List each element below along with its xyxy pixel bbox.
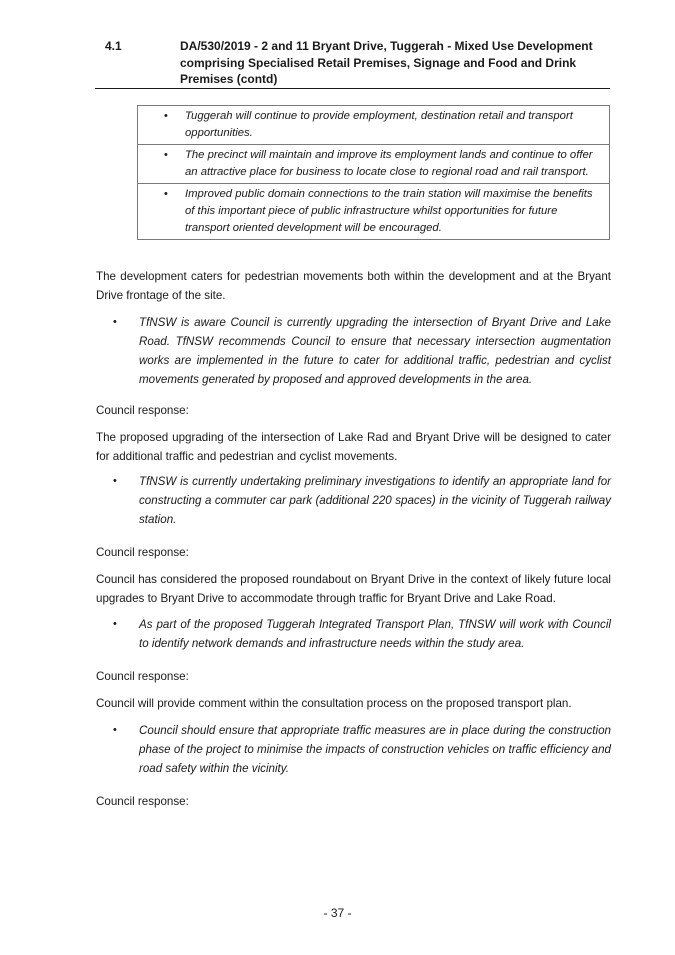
bullet-text: As part of the proposed Tuggerah Integrated Transport Plan, TfNSW will work with Council to identify network demands and infrastructure needs within the study area. bbox=[139, 618, 611, 650]
council-response-text: The proposed upgrading of the intersection of Lake Rad and Bryant Drive will be designed to cater for additional traffic and pedestrian and cyclist movements. bbox=[96, 431, 611, 463]
council-response-text: Council will provide comment within the consultation process on the proposed transport plan. bbox=[96, 697, 572, 710]
item-title: DA/530/2019 - 2 and 11 Bryant Drive, Tuggerah - Mixed Use Development comprising Specialised Retail Premises, Signage and Food and Drink Premises (contd) bbox=[180, 39, 593, 86]
bullet-icon: • bbox=[164, 149, 168, 161]
council-response-text: Council has considered the proposed roundabout on Bryant Drive in the context of likely future local upgrades to Bryant Drive to accommodate through traffic for Bryant Drive and Lake Road. bbox=[96, 573, 611, 605]
page-number: - 37 - bbox=[323, 906, 352, 920]
paragraph: The development caters for pedestrian movements both within the development and at the Bryant Drive frontage of the site. bbox=[96, 270, 611, 302]
bullet-icon: • bbox=[113, 618, 117, 630]
bullet-text: TfNSW is aware Council is currently upgrading the intersection of Bryant Drive and Lake Road. TfNSW recommends Council to ensure that necessary intersection augmentation works are implemented in the future to cater for additional traffic, pedestrian and cyclist movements generated by proposed and approved developments in the area. bbox=[139, 316, 611, 386]
table-row bbox=[138, 145, 609, 184]
table-row-text: The precinct will maintain and improve its employment lands and continue to offer an attractive place for business to locate close to regional road and rail transport. bbox=[185, 149, 593, 178]
bullet-item bbox=[113, 472, 611, 529]
item-number: 4.1 bbox=[105, 39, 122, 53]
council-response-label: Council response: bbox=[96, 795, 189, 808]
council-response-label: Council response: bbox=[96, 670, 189, 683]
table-row-text: Tuggerah will continue to provide employment, destination retail and transport opportunities. bbox=[185, 110, 573, 139]
header-rule bbox=[95, 88, 610, 89]
council-response-label: Council response: bbox=[96, 546, 189, 559]
bullet-icon: • bbox=[164, 188, 168, 200]
bullet-icon: • bbox=[113, 316, 117, 328]
bullet-item bbox=[113, 313, 611, 389]
bullet-item bbox=[113, 721, 611, 778]
table-row bbox=[138, 106, 609, 145]
council-response-label: Council response: bbox=[96, 404, 189, 417]
bullet-item bbox=[113, 615, 611, 653]
bullet-icon: • bbox=[113, 475, 117, 487]
bullet-icon: • bbox=[164, 110, 168, 122]
objectives-table bbox=[137, 105, 610, 240]
table-row-text: Improved public domain connections to the train station will maximise the benefits of this important piece of public infrastructure whilst opportunities for future transport oriented development will be encouraged. bbox=[185, 188, 593, 234]
bullet-icon: • bbox=[113, 724, 117, 736]
bullet-text: TfNSW is currently undertaking preliminary investigations to identify an appropriate land for constructing a commuter car park (additional 220 spaces) in the vicinity of Tuggerah railway station. bbox=[139, 475, 611, 526]
table-row bbox=[138, 184, 609, 240]
bullet-text: Council should ensure that appropriate traffic measures are in place during the construction phase of the project to minimise the impacts of construction vehicles on traffic efficiency and road safety within the vicinity. bbox=[139, 724, 611, 775]
